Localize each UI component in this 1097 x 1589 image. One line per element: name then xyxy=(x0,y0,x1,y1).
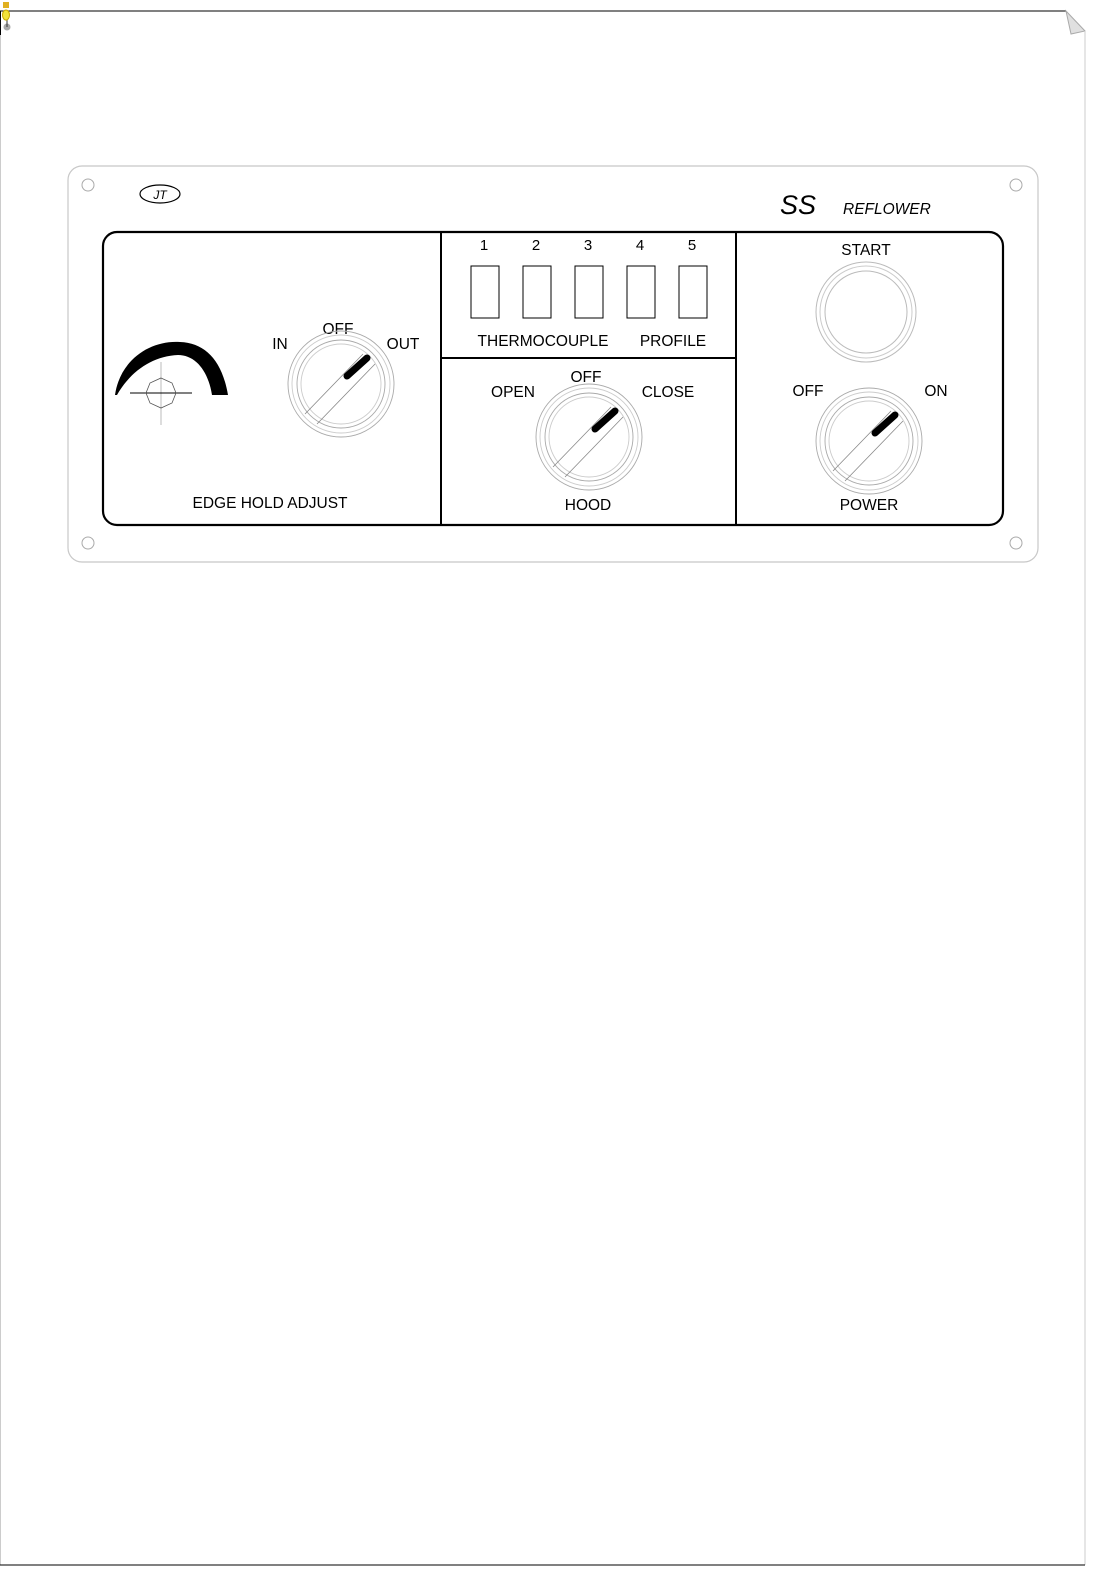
profile-label: PROFILE xyxy=(639,333,707,350)
knob-ring xyxy=(536,384,642,490)
knob-ring xyxy=(297,340,385,428)
mounting-hole xyxy=(1010,537,1022,549)
thermocouple-slot[interactable] xyxy=(679,266,707,318)
knob-ring xyxy=(540,388,638,486)
thermocouple-slot-number: 4 xyxy=(635,237,645,254)
hood-selector-switch[interactable] xyxy=(536,384,642,490)
thermocouple-slot[interactable] xyxy=(523,266,551,318)
brand-name: REFLOWER xyxy=(843,201,931,218)
thermocouple-slot[interactable] xyxy=(575,266,603,318)
thermocouple-slots xyxy=(471,237,707,318)
hood-label: HOOD xyxy=(564,497,612,514)
edge-hold-label: EDGE HOLD ADJUST xyxy=(192,495,348,512)
page-curl-icon xyxy=(1066,11,1085,34)
pushpin-icon[interactable] xyxy=(3,2,11,31)
knob-edge xyxy=(833,411,891,471)
start-button[interactable] xyxy=(816,262,916,362)
knob-ring xyxy=(288,331,394,437)
knob-ring xyxy=(292,335,390,433)
thermocouple-slot-number: 5 xyxy=(687,237,697,254)
hood-close-label: CLOSE xyxy=(641,384,695,401)
mounting-hole xyxy=(82,179,94,191)
edge-hold-out-label: OUT xyxy=(386,336,420,353)
jt-logo xyxy=(140,185,180,203)
power-off-label: OFF xyxy=(792,383,824,400)
knob-ring xyxy=(825,397,913,485)
brand-model: SS xyxy=(780,190,817,220)
power-selector-switch[interactable] xyxy=(816,388,922,494)
hood-open-label: OPEN xyxy=(491,384,535,401)
thermocouple-slot[interactable] xyxy=(471,266,499,318)
power-label: POWER xyxy=(839,497,899,514)
thermocouple-slot-number: 1 xyxy=(479,237,489,254)
mounting-holes xyxy=(82,179,1022,549)
start-label: START xyxy=(841,242,891,259)
knob-ring xyxy=(820,392,918,490)
power-on-label: ON xyxy=(924,383,948,400)
edge-hold-off-label: OFF xyxy=(322,321,354,338)
edge-hold-selector-switch[interactable] xyxy=(288,331,394,437)
page-frame xyxy=(0,2,1085,1565)
thermocouple-slot-number: 2 xyxy=(531,237,541,254)
edge-hold-in-label: IN xyxy=(272,336,288,353)
mounting-hole xyxy=(1010,179,1022,191)
edge-hold-gauge-icon xyxy=(115,342,228,425)
svg-text:JT: JT xyxy=(153,188,167,202)
knob-edge xyxy=(305,354,363,414)
knob-ring xyxy=(816,388,922,494)
knob-edge xyxy=(553,407,611,467)
hood-off-label: OFF xyxy=(570,369,602,386)
mounting-hole xyxy=(82,537,94,549)
thermocouple-slot-number: 3 xyxy=(583,237,593,254)
thermocouple-slot[interactable] xyxy=(627,266,655,318)
knob-ring xyxy=(545,393,633,481)
thermocouple-label: THERMOCOUPLE xyxy=(477,333,609,350)
